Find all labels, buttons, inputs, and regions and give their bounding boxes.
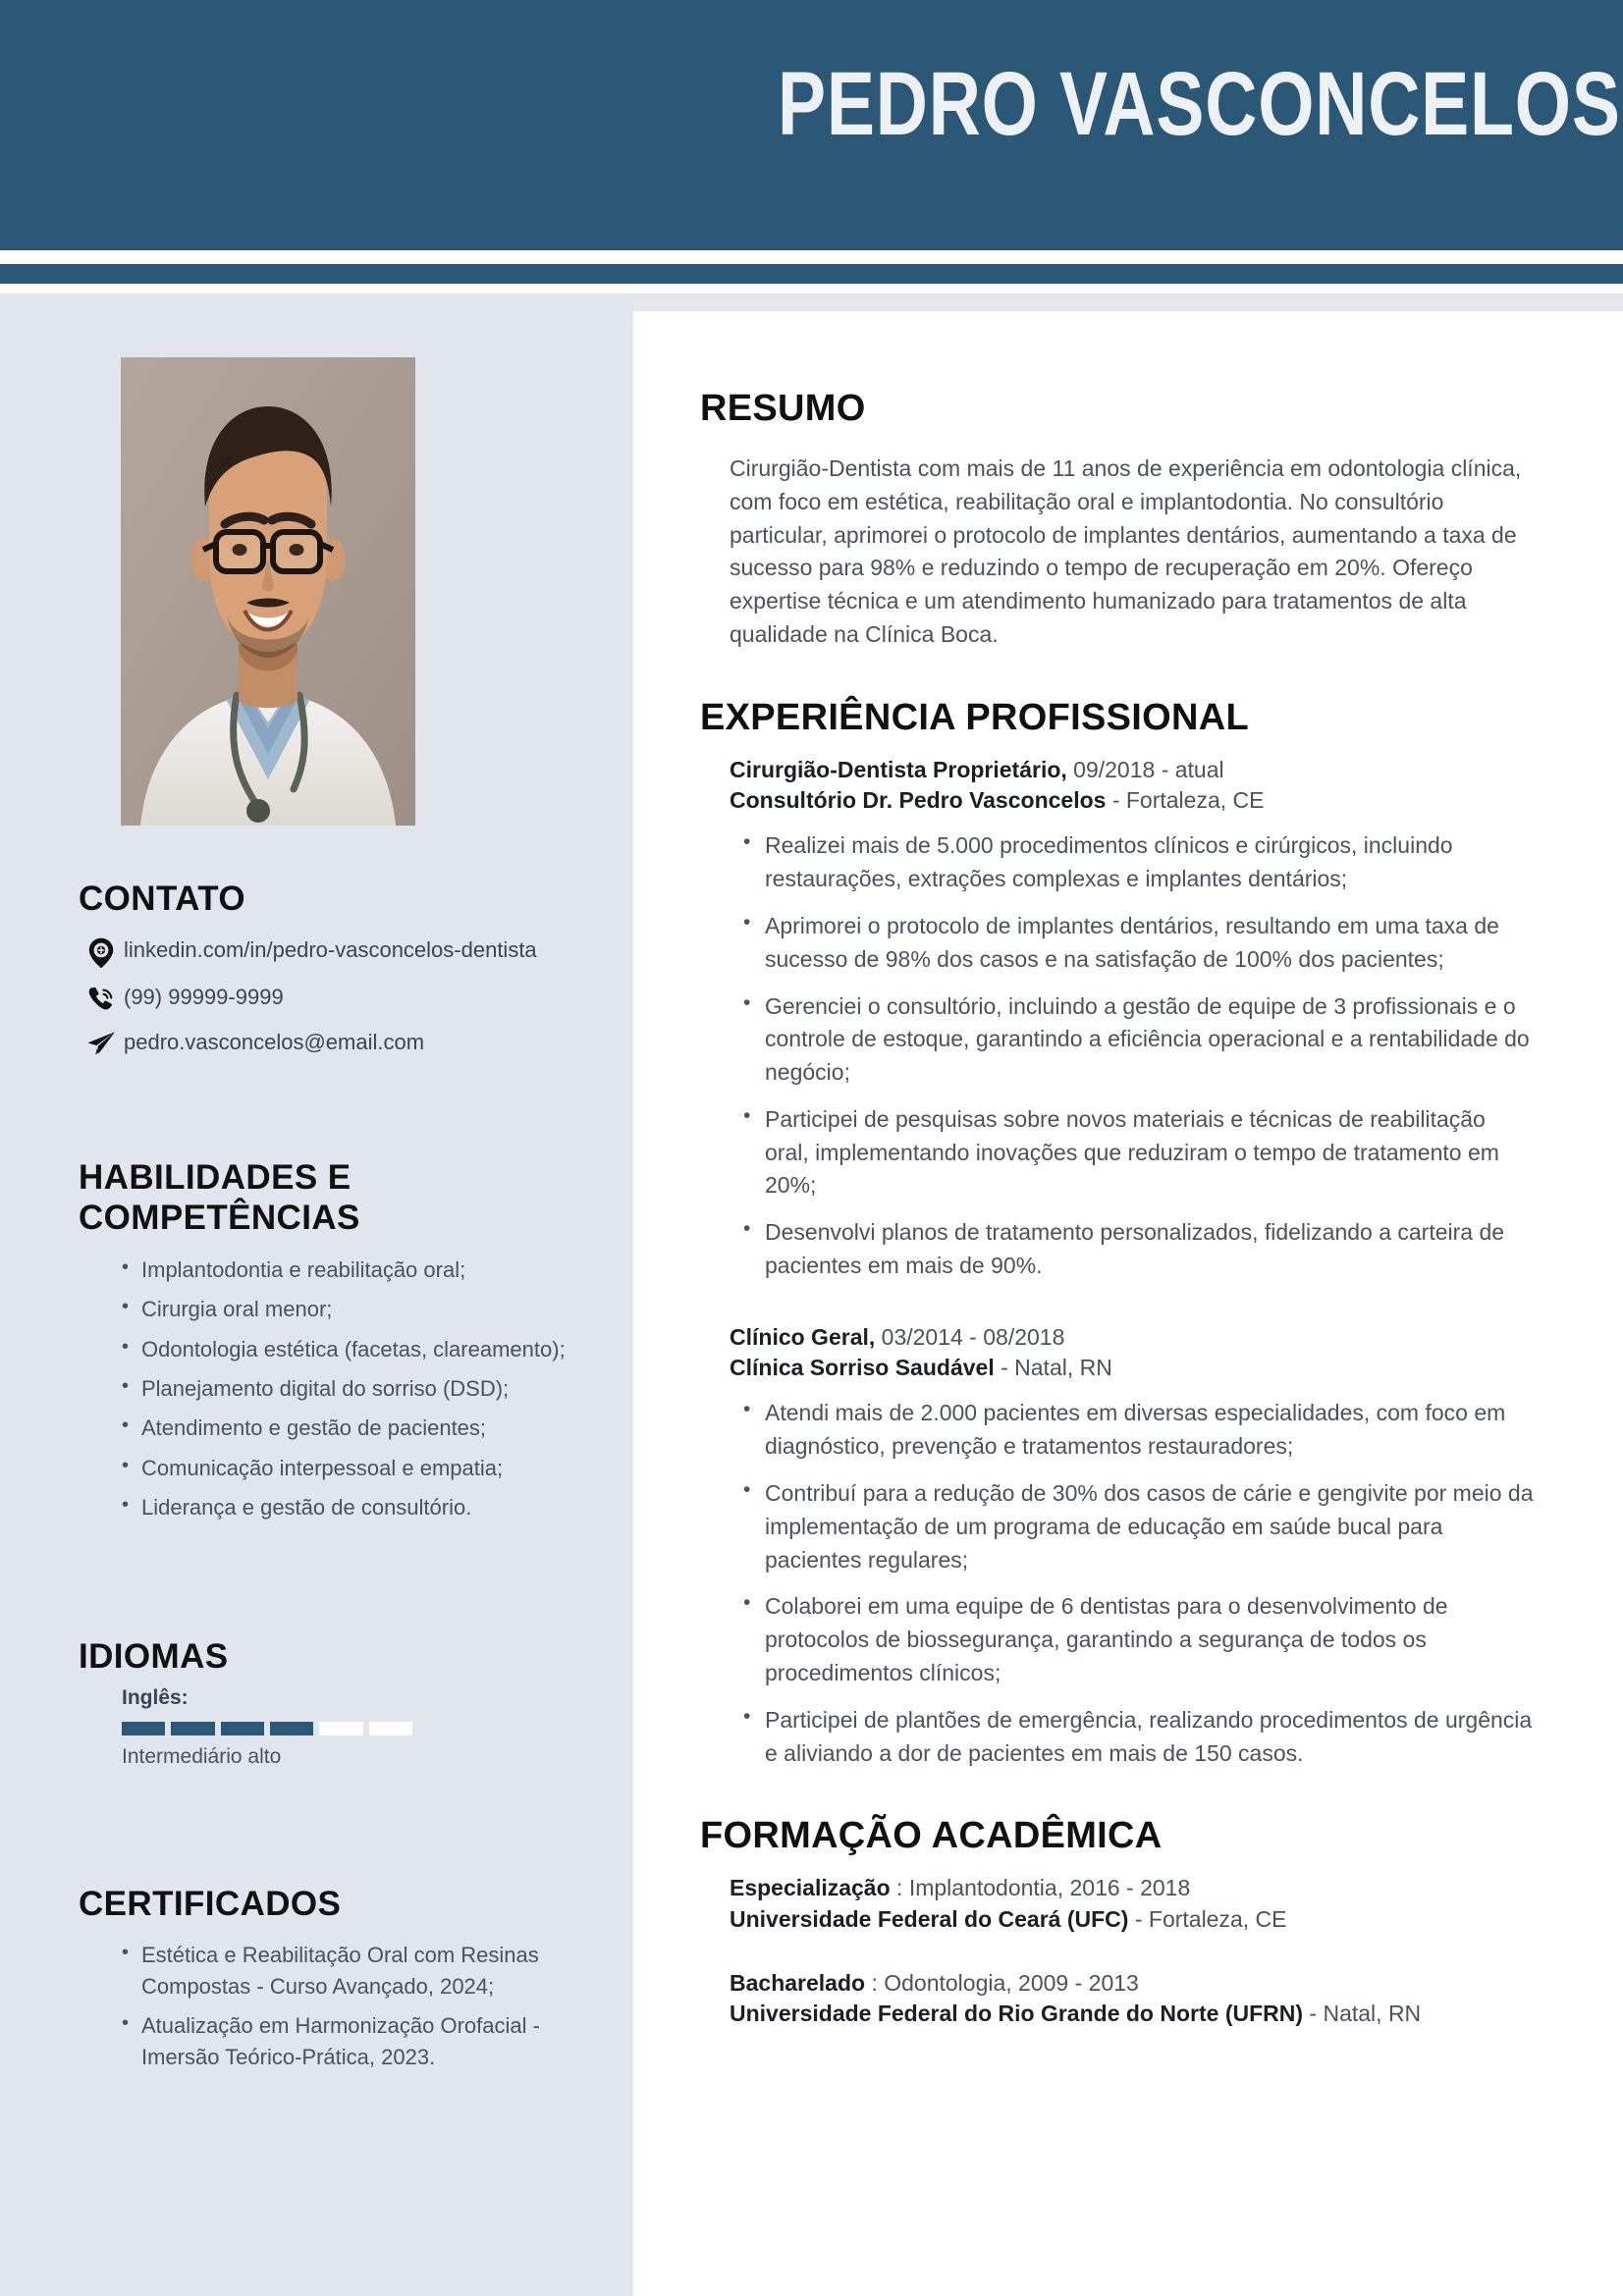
avatar: [121, 357, 415, 826]
education-school-line: [730, 1999, 1535, 2029]
education-location: - Fortaleza, CE: [1134, 1905, 1287, 1932]
list-item: • Liderança e gestão de consultório.: [122, 1492, 579, 1522]
job-title-line: [730, 1322, 1535, 1353]
list-item: • Comunicação interpessoal e empatia;: [122, 1453, 579, 1483]
contact-section: [0, 879, 633, 1071]
contact-item-linkedin[interactable]: [79, 934, 579, 969]
list-item: • Colaborei em uma equipe de 6 dentistas para o desenvolvimento de protocolos de biossegurança, garantindo a segurança de todos os procedimentos clínicos;: [743, 1590, 1535, 1689]
job-company-line: [730, 1353, 1535, 1383]
language-bar-segment: [270, 1722, 313, 1735]
job-title: Clínico Geral,: [730, 1323, 876, 1350]
language-name: Inglês:: [122, 1686, 189, 1710]
job-location: - Natal, RN: [1001, 1355, 1112, 1381]
list-item: • Atualização em Harmonização Orofacial - Imersão Teórico-Prática, 2023.: [122, 2010, 579, 2072]
education-school: Universidade Federal do Rio Grande do Norte (UFRN): [730, 2001, 1304, 2027]
language-item-ingles: [79, 1686, 579, 1769]
job-bullets: [730, 829, 1535, 1283]
education-section: [700, 1815, 1535, 2029]
header-divider-gap: [0, 284, 1623, 294]
skills-heading: HABILIDADES E COMPETÊNCIAS: [79, 1158, 360, 1238]
list-item: • Contribuí para a redução de 30% dos casos de cárie e gengivite por meio da implementação de um programa de educação em saúde bucal para pacientes regulares;: [743, 1477, 1535, 1576]
contact-item-phone[interactable]: [79, 982, 579, 1014]
contact-email-text: pedro.vasconcelos@email.com: [124, 1030, 425, 1055]
education-field: : Odontologia, 2009 - 2013: [871, 1969, 1139, 1996]
experience-section: [700, 697, 1535, 1771]
skills-list: [79, 1255, 579, 1523]
list-item: • Estética e Reabilitação Oral com Resinas Compostas - Curso Avançado, 2024;: [122, 1940, 579, 2002]
education-degree-line: [730, 1873, 1535, 1903]
job-title-line: [730, 755, 1535, 785]
list-item: • Gerenciei o consultório, incluindo a gestão de equipe de 3 profissionais e o controle de estoque, garantindo a eficiência operacional e a rentabilidade do negócio;: [743, 990, 1535, 1090]
paper-plane-icon: [79, 1027, 124, 1057]
contact-item-email[interactable]: [79, 1027, 579, 1057]
list-item: • Atendi mais de 2.000 pacientes em diversas especialidades, com foco em diagnóstico, prevenção e tratamentos restauradores;: [743, 1397, 1535, 1464]
contact-heading: CONTATO: [79, 880, 246, 918]
education-school: Universidade Federal do Ceará (UFC): [730, 1905, 1129, 1932]
education-entry: [730, 1873, 1535, 1935]
list-item: • Cirurgia oral menor;: [122, 1294, 579, 1324]
job-company: Clínica Sorriso Saudável: [730, 1355, 995, 1381]
language-level-label: Intermediário alto: [122, 1745, 282, 1769]
languages-section: [0, 1636, 633, 1769]
job-bullets: [730, 1397, 1535, 1770]
list-item: • Atendimento e gestão de pacientes;: [122, 1413, 579, 1443]
language-bar-segment: [369, 1722, 412, 1735]
education-degree: Especialização: [730, 1875, 891, 1901]
summary-heading: RESUMO: [700, 388, 866, 429]
education-degree-line: [730, 1968, 1535, 1999]
header-divider-blue: [0, 264, 1623, 284]
language-bar-segment: [122, 1722, 165, 1735]
job-dates: 03/2014 - 08/2018: [881, 1323, 1065, 1350]
contact-phone-text: (99) 99999-9999: [124, 985, 284, 1010]
location-pin-icon: [79, 934, 124, 969]
experience-heading: EXPERIÊNCIA PROFISSIONAL: [700, 696, 1249, 738]
list-item: • Participei de plantões de emergência, realizando procedimentos de urgência e aliviando a dor de pacientes em mais de 150 casos.: [743, 1704, 1535, 1771]
languages-heading: IDIOMAS: [79, 1637, 229, 1676]
job-location: - Fortaleza, CE: [1111, 787, 1265, 814]
sidebar: [0, 294, 633, 2296]
education-field: : Implantodontia, 2016 - 2018: [896, 1875, 1191, 1901]
phone-icon: [79, 982, 124, 1014]
list-item: • Planejamento digital do sorriso (DSD);: [122, 1373, 579, 1404]
job-title: Cirurgião-Dentista Proprietário,: [730, 756, 1067, 782]
list-item: • Realizei mais de 5.000 procedimentos clínicos e cirúrgicos, incluindo restaurações, extrações complexas e implantes dentários;: [743, 829, 1535, 896]
education-entry: [730, 1968, 1535, 2030]
list-item: • Aprimorei o protocolo de implantes dentários, resultando em uma taxa de sucesso de 98% dos casos e na satisfação de 100% dos pacientes;: [743, 910, 1535, 977]
list-item: • Participei de pesquisas sobre novos materiais e técnicas de reabilitação oral, implementando inovações que reduziram o tempo de tratamento em 20%;: [743, 1103, 1535, 1202]
list-item: • Implantodontia e reabilitação oral;: [122, 1255, 579, 1285]
certificates-section: [0, 1884, 633, 2081]
education-heading: FORMAÇÃO ACADÊMICA: [700, 1815, 1163, 1857]
language-level-bar: [122, 1722, 412, 1735]
skills-section: [0, 1157, 633, 1532]
job-company-line: [730, 785, 1535, 816]
language-bar-segment: [319, 1722, 362, 1735]
list-item: • Odontologia estética (facetas, clareamento);: [122, 1334, 579, 1364]
education-degree: Bacharelado: [730, 1969, 866, 1996]
certificates-heading: CERTIFICADOS: [79, 1885, 342, 1923]
language-bar-segment: [221, 1722, 264, 1735]
certificates-list: [79, 1940, 579, 2072]
education-school-line: [730, 1904, 1535, 1935]
experience-entry: [730, 1322, 1535, 1771]
summary-text: Cirurgião-Dentista com mais de 11 anos de experiência em odontologia clínica, com foco em estética, reabilitação oral e implantodontia. No consultório particular, aprimorei o protocolo de implantes dentários, aumentando a taxa de sucesso para 98% e reduzindo o tempo de recuperação em 20%. Ofereço expertise técnica e um atendimento humanizado para tratamentos de alta qualidade na Clínica Boca.: [730, 455, 1522, 647]
job-dates: 09/2018 - atual: [1073, 756, 1224, 782]
header-divider-white: [0, 250, 1623, 264]
page-title: PEDRO VASCONCELOS: [778, 54, 1621, 154]
language-bar-segment: [171, 1722, 214, 1735]
list-item: • Desenvolvi planos de tratamento personalizados, fidelizando a carteira de pacientes em mais de 90%.: [743, 1216, 1535, 1283]
education-location: - Natal, RN: [1309, 2001, 1422, 2027]
main-content-wrapper: [633, 294, 1623, 2296]
summary-section: [700, 388, 1535, 652]
job-company: Consultório Dr. Pedro Vasconcelos: [730, 787, 1107, 814]
experience-entry: [730, 755, 1535, 1283]
contact-linkedin-text: linkedin.com/in/pedro-vasconcelos-dentista: [124, 937, 537, 963]
